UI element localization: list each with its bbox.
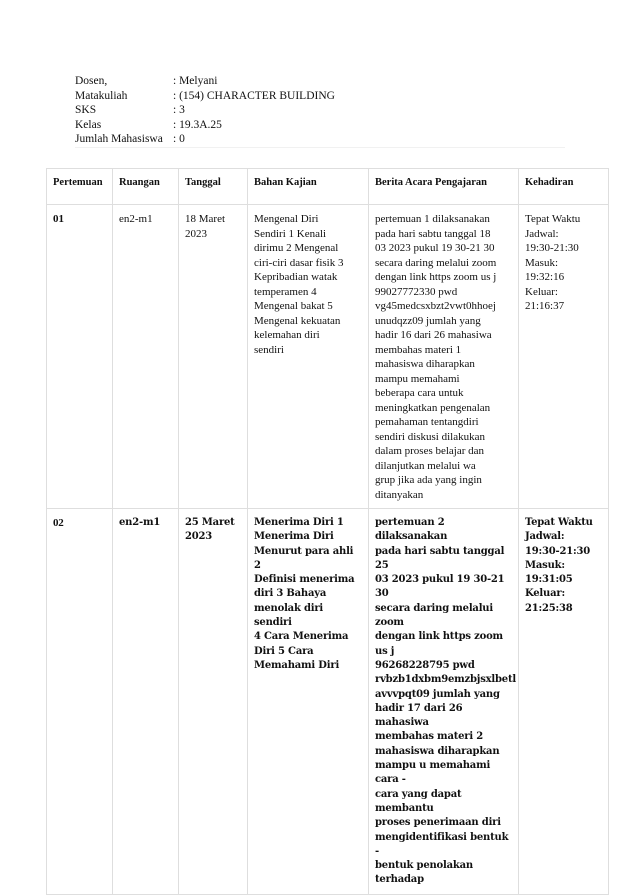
cell-berita-acara: pertemuan 2 dilaksanakan pada hari sabtu tanggal 25 03 2023 pukul 19 30-21 30 secara daring melalui zoom dengan link https zoom us j 96268228795 pwd rvbzb1dxbm9emzbjsxlbetl avvvpqt09 jumlah yang hadir 17 dari 26 mahasiwa membahas materi 2 mahasiswa diharapkan mampu u memahami cara - cara yang dapat membantu proses penerimaan diri mengidentifikasi bentuk - bentuk penolakan terhadap	[369, 509, 519, 895]
cell-berita-acara: pertemuan 1 dilaksanakan pada hari sabtu tanggal 18 03 2023 pukul 19 30-21 30 secara daring melalui zoom dengan link https zoom us j 99027772330 pwd vg45medcsxbzt2vwt0hhoej unudqzz09 jumlah yang hadir 16 dari 26 mahasiwa membahas materi 1 mahasiswa diharapkan mampu memahami beberapa cara untuk meningkatkan pengenalan pemahaman tentangdiri sendiri diskusi dilakukan dalam proses belajar dan dilanjutkan melalui wa grup jika ada yang ingin ditanyakan	[369, 205, 519, 509]
header-pertemuan: Pertemuan	[47, 169, 113, 205]
cell-pertemuan: 02	[47, 509, 113, 895]
divider	[75, 147, 565, 148]
info-label: Matakuliah	[75, 89, 128, 102]
info-label: Dosen,	[75, 75, 108, 87]
info-label: Kelas	[75, 118, 102, 131]
cell-pertemuan: 01	[47, 205, 113, 509]
info-row-jumlah-mahasiswa	[75, 132, 335, 147]
info-row-kelas	[75, 118, 335, 133]
cell-kehadiran: Tepat Waktu Jadwal: 19:30-21:30 Masuk: 19:31:05 Keluar: 21:25:38	[519, 509, 609, 895]
header-bahan-kajian: Bahan Kajian	[248, 169, 369, 205]
info-value: : 0	[173, 133, 185, 146]
info-value: : 19.3A.25	[173, 118, 222, 131]
info-label: Jumlah Mahasiswa	[75, 133, 163, 146]
table-row	[47, 205, 609, 509]
info-value: : (154) CHARACTER BUILDING	[173, 89, 335, 102]
course-info	[75, 74, 335, 147]
info-label: SKS	[75, 104, 97, 117]
header-berita-acara: Berita Acara Pengajaran	[369, 169, 519, 205]
cell-tanggal: 25 Maret 2023	[179, 509, 248, 895]
cell-bahan-kajian: Menerima Diri 1 Menerima Diri Menurut para ahli 2 Definisi menerima diri 3 Bahaya menolak diri sendiri 4 Cara Menerima Diri 5 Cara Memahami Diri	[248, 509, 369, 895]
info-value: : Melyani	[173, 75, 218, 87]
header-ruangan: Ruangan	[113, 169, 179, 205]
info-row-matakuliah	[75, 89, 335, 104]
table-header-row	[47, 169, 609, 205]
cell-tanggal: 18 Maret 2023	[179, 205, 248, 509]
header-tanggal: Tanggal	[179, 169, 248, 205]
info-value: : 3	[173, 104, 185, 117]
info-row-sks	[75, 103, 335, 118]
cell-bahan-kajian: Mengenal Diri Sendiri 1 Kenali dirimu 2 Mengenal ciri-ciri dasar fisik 3 Kepribadian watak temperamen 4 Mengenal bakat 5 Mengenal kekuatan kelemahan diri sendiri	[248, 205, 369, 509]
cell-kehadiran: Tepat Waktu Jadwal: 19:30-21:30 Masuk: 19:32:16 Keluar: 21:16:37	[519, 205, 609, 509]
info-row-dosen	[75, 74, 335, 89]
table-row	[47, 509, 609, 895]
cell-ruangan: en2-m1	[113, 509, 179, 895]
cell-ruangan: en2-m1	[113, 205, 179, 509]
header-kehadiran: Kehadiran	[519, 169, 609, 205]
attendance-table	[46, 168, 609, 895]
